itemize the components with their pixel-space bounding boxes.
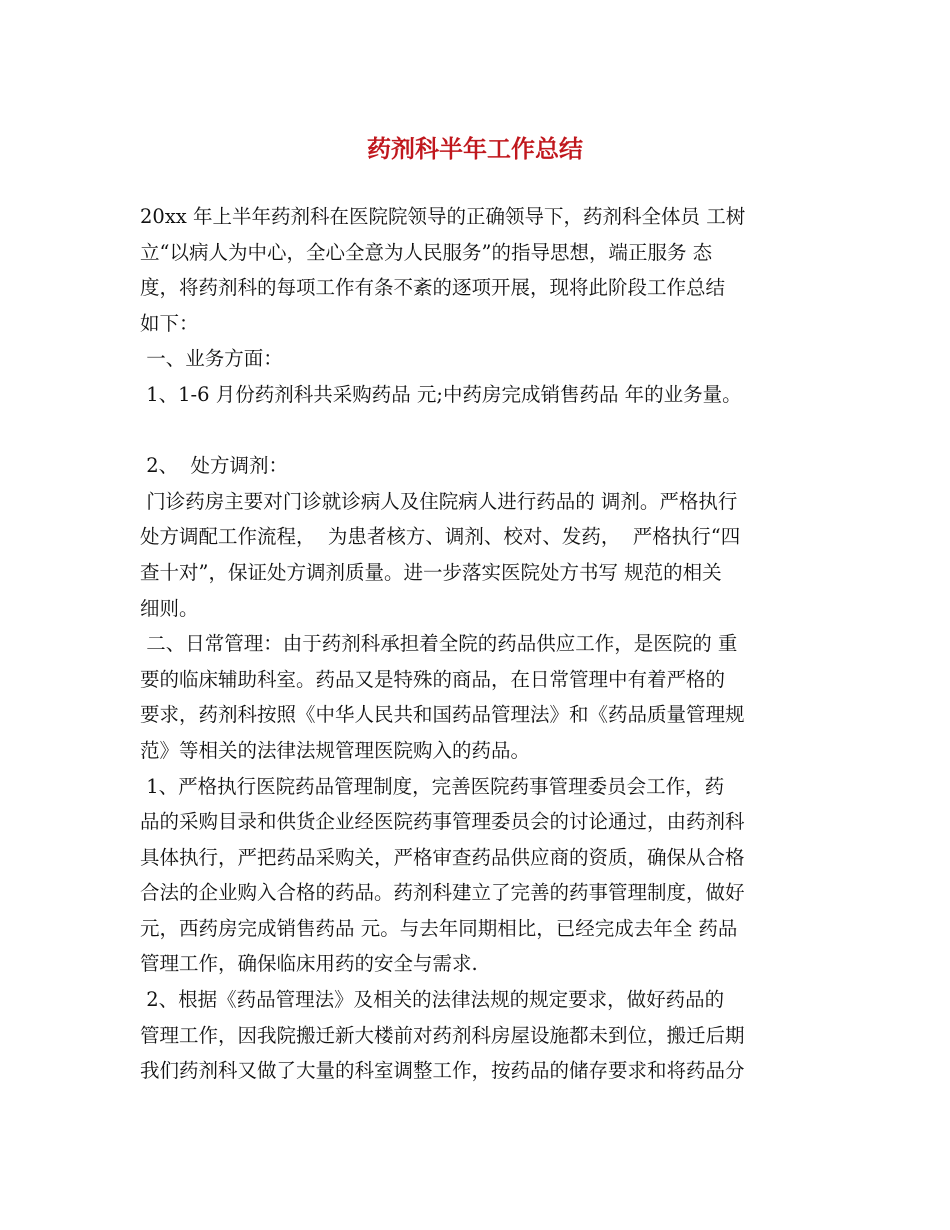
text-line: 具体执行，严把药品采购关，严格审查药品供应商的资质，确保从合格 bbox=[140, 845, 745, 869]
document-title: 药剂科半年工作总结 bbox=[367, 134, 583, 163]
text-line: 立“以病人为中心，全心全意为人民服务”的指导思想，端正服务 态 bbox=[140, 240, 713, 264]
text-line: 要的临床辅助科室。药品又是特殊的商品，在日常管理中有着严格的 bbox=[140, 667, 726, 691]
text-line: 我们药剂科又做了大量的科室调整工作，按药品的储存要求和将药品分 bbox=[140, 1059, 745, 1083]
text-line: 20xx 年上半年药剂科在医院院领导的正确领导下，药剂科全体员 工树 bbox=[140, 205, 746, 228]
text-line: 管理工作，因我院搬迁新大楼前对药剂科房屋设施都未到位，搬迁后期 bbox=[140, 1023, 745, 1047]
text-line: 元，西药房完成销售药品 元。与去年同期相比，已经完成去年全 药品 bbox=[140, 916, 738, 940]
text-line: 1、严格执行医院药品管理制度，完善医院药事管理委员会工作，药 bbox=[140, 774, 725, 798]
text-line: 细则。 bbox=[140, 596, 199, 620]
text-line: 品的采购目录和供货企业经医院药事管理委员会的讨论通过，由药剂科 bbox=[140, 810, 745, 834]
text-line: 查十对”，保证处方调剂质量。进一步落实医院处方书写 规范的相关 bbox=[140, 560, 722, 584]
text-line: 2、根据《药品管理法》及相关的法律法规的规定要求，做好药品的 bbox=[140, 988, 725, 1012]
text-line: 1、1-6 月份药剂科共采购药品 元;中药房完成销售药品 年的业务量。 bbox=[140, 382, 742, 406]
text-line: 度，将药剂科的每项工作有条不紊的逐项开展，现将此阶段工作总结 bbox=[140, 276, 726, 300]
text-line: 如下： bbox=[140, 311, 199, 335]
blank-line bbox=[140, 413, 830, 449]
section-heading: 二、日常管理：由于药剂科承担着全院的药品供应工作，是医院的 重 bbox=[140, 632, 738, 656]
text-line: 范》等相关的法律法规管理医院购入的药品。 bbox=[140, 738, 531, 762]
section-heading: 一、业务方面： bbox=[140, 347, 283, 371]
text-line: 管理工作，确保临床用药的安全与需求. bbox=[140, 952, 478, 976]
text-line: 处方调配工作流程， 为患者核方、调剂、校对、发药， 严格执行“四 bbox=[140, 525, 741, 549]
text-line: 要求，药剂科按照《中华人民共和国药品管理法》和《药品质量管理规 bbox=[140, 703, 745, 727]
text-line: 门诊药房主要对门诊就诊病人及住院病人进行药品的 调剂。严格执行 bbox=[140, 489, 738, 513]
document-body bbox=[140, 199, 830, 1089]
text-line: 合法的企业购入合格的药品。药剂科建立了完善的药事管理制度，做好 bbox=[140, 881, 745, 905]
subsection-heading: 2、 处方调剂： bbox=[140, 454, 289, 478]
